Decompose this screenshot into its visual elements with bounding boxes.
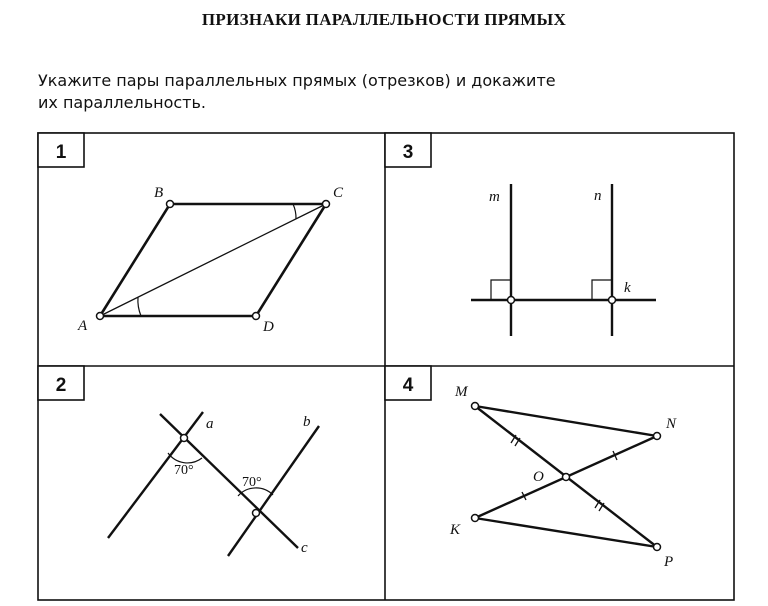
panel-1	[38, 133, 344, 335]
line-b	[228, 426, 319, 556]
point-o	[563, 474, 570, 481]
label-b: B	[154, 185, 164, 201]
label-c: C	[333, 185, 344, 201]
panel-2	[38, 366, 319, 556]
intersection-ac	[181, 435, 188, 442]
label-b-line: b	[303, 414, 311, 430]
point-d	[253, 313, 260, 320]
label-c-line: c	[301, 540, 308, 556]
angle-arc-top	[168, 453, 202, 463]
intersection-mk	[508, 297, 515, 304]
angle-arc-c	[293, 204, 296, 219]
panel-4	[385, 366, 677, 570]
label-a-line: a	[206, 416, 214, 432]
point-a	[97, 313, 104, 320]
point-p	[654, 544, 661, 551]
line-c	[160, 414, 298, 548]
segment-kp	[475, 518, 657, 547]
panel-3-number: 3	[402, 142, 414, 163]
panel-1-number: 1	[55, 142, 67, 163]
point-n	[654, 433, 661, 440]
label-p-point: P	[664, 554, 674, 570]
intersection-bc	[253, 510, 260, 517]
panel-2-number: 2	[55, 375, 67, 396]
label-k-point: K	[450, 522, 461, 538]
label-k: k	[624, 280, 631, 296]
page-title: ПРИЗНАКИ ПАРАЛЛЕЛЬНОСТИ ПРЯМЫХ	[201, 10, 567, 29]
panel-3	[385, 133, 656, 336]
task-line-1: Укажите пары параллельных прямых (отрезков) и докажите	[38, 71, 556, 90]
label-m-point: M	[455, 384, 468, 400]
angle-label-bottom: 70°	[242, 475, 262, 490]
label-a: A	[78, 318, 88, 334]
label-m: m	[489, 189, 500, 205]
label-n: n	[594, 188, 602, 204]
panel-4-number: 4	[402, 375, 414, 396]
label-d: D	[263, 319, 274, 335]
label-o-point: O	[533, 469, 544, 485]
segment-mn	[475, 406, 657, 436]
angle-arc-a	[138, 297, 141, 316]
task-line-2: их параллельность.	[38, 93, 207, 112]
point-k	[472, 515, 479, 522]
point-b	[167, 201, 174, 208]
label-n-point: N	[666, 416, 677, 432]
angle-label-top: 70°	[174, 463, 194, 478]
point-m	[472, 403, 479, 410]
point-c	[323, 201, 330, 208]
intersection-nk	[609, 297, 616, 304]
